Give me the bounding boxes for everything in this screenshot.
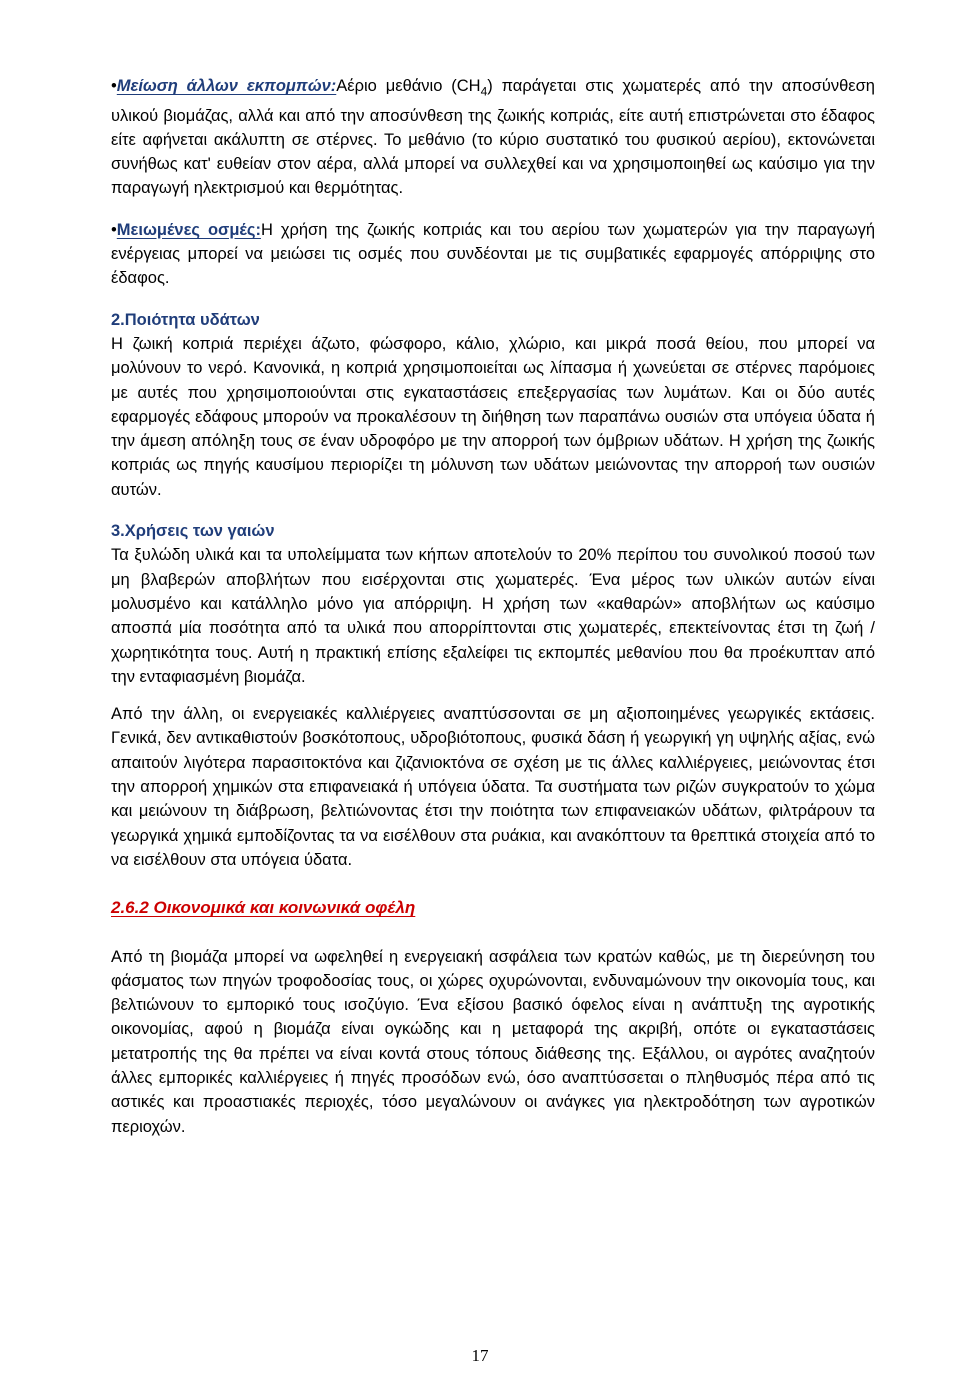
- bullet-odors: [111, 218, 875, 291]
- bullet-odors-text: Η χρήση της ζωικής κοπριάς και του αερίου των χωματερών για την παραγωγή ενέργειας μπορεί να μειώσει τις οσμές που συνδέονται με τις συμβατικές εφαρμογές απόρριψης στο έδαφος.: [111, 220, 875, 288]
- bullet-emissions: [111, 74, 875, 201]
- bullet-icon: •: [111, 220, 117, 239]
- section-economic-social-heading: 2.6.2 Οικονομικά και κοινωνικά οφέλη: [111, 898, 416, 918]
- bullet-emissions-text-a: Αέριο μεθάνιο (CH: [336, 77, 481, 95]
- bullet-odors-heading: Μειωμένες οσμές:: [116, 220, 261, 239]
- section-land-use-heading: 3.Χρήσεις των γαιών: [111, 522, 275, 541]
- section-water-quality-heading: 2.Ποιότητα υδάτων: [111, 310, 260, 329]
- document-body: [111, 74, 875, 1139]
- bullet-emissions-text-b: ) παράγεται στις χωματερές από την αποσύνθεση υλικού βιομάζας, αλλά και από την αποσύνθεση της ζωικής κοπριάς, είτε αυτή επιστρώνεται στο έδαφος είτε αφήνεται ακάλυπτη σε στέρνες. Το μεθάνιο (το κύριο συστατικό του φυσικού αερίου), εκτονώνεται συνήθως κατ' ευθείαν στον αέρα, αλλά μπορεί να συλλεχθεί και να χρησιμοποιηθεί ως καύσιμο για την παραγωγή ηλεκτρισμού και θερμότητας.: [111, 77, 875, 198]
- section-economic-social-text: Από τη βιομάζα μπορεί να ωφεληθεί η ενεργειακή ασφάλεια των κρατών καθώς, με τη διερεύνηση του φάσματος των πηγών τροφοδοσίας τους, οι χώρες οχυρώνονται, ενδυναμώνουν την οικονομία τους, και βελτιώνουν το εμπορικό τους ισοζύγιο. Ένα εξίσου βασικό όφελος είναι η ανάπτυξη της αγροτικής οικονομίας, αφού η βιομάζα είναι ογκώδης και η μεταφορά της ακριβή, οπότε οι εγκαταστάσεις μετατροπής της θα πρέπει να είναι κοντά στους τόπους διάθεσης της. Εξάλλου, οι αγρότες αναζητούν άλλες εμπορικές καλλιέργειες ή πηγές προσόδων ενώ, όσο αναπτύσσεται ο πληθυσμός πέρα από τις αστικές και προαστιακές περιοχές, τόσο μεγαλώνουν οι ανάγκες για ηλεκτροδότηση των αγροτικών περιοχών.: [111, 947, 875, 1136]
- section-land-use-text: Τα ξυλώδη υλικά και τα υπολείμματα των κήπων αποτελούν το 20% περίπου του συνολικού ποσού των μη βλαβερών αποβλήτων που εισέρχονται στις χωματερές. Ένα μέρος των υλικών αυτών είναι μολυσμένο και κατάλληλο μόνο για απόρριψη. Η χρήση των «καθαρών» αποβλήτων ως καύσιμο αποσπά μία ποσότητα από τα υλικά που απορρίπτονται στις χωματερές, επεκτείνοντας έτσι τη ζωή / χωρητικότητα τους. Αυτή η πρακτική επίσης εξαλείφει τις εκπομπές μεθανίου που θα προέκυπταν από την ενταφιασμένη βιομάζα.: [111, 546, 875, 686]
- section-water-quality-text: Η ζωική κοπριά περιέχει άζωτο, φώσφορο, κάλιο, χλώριο, και μικρά ποσά θείου, που μπορεί να μολύνουν το νερό. Κανονικά, η κοπριά χρησιμοποιείται ως λίπασμα ή χωνεύεται σε στέρνες παρόμοιες με αυτές που χρησιμοποιούνται στις εγκαταστάσεις επεξεργασίας των λυμάτων. Και οι δύο αυτές εφαρμογές εδάφους μπορούν να προκαλέσουν τη διήθηση των παραπάνω ουσιών στα υπόγεια ύδατα ή την άμεση απόληξη τους σε έναν υδροφόρο με την απορροή των όμβριων υδάτων. Η χρήση της ζωικής κοπριάς ως πηγής καυσίμου περιορίζει τη μόλυνση των υδάτων μειώνοντας την απορροή των ουσιών αυτών.: [111, 334, 875, 499]
- bullet-emissions-subscript: 4: [480, 84, 488, 99]
- page-number: 17: [471, 1346, 489, 1365]
- bullet-icon: •: [111, 77, 117, 95]
- bullet-emissions-heading: Μείωση άλλων εκπομπών:: [116, 77, 337, 95]
- section-land-use-text-2: Από την άλλη, οι ενεργειακές καλλιέργειες αναπτύσσονται σε μη αξιοποιημένες γεωργικές εκτάσεις. Γενικά, δεν αντικαθιστούν βοσκότοπους, υδροβιότοπους, φυσικά δάση ή γεωργική γη υψηλής αξίας, ενώ απαιτούν λιγότερα παρασιτοκτόνα και ζιζανιοκτόνα σε σχέση με τις άλλες καλλιέργειες, μειώνοντας έτσι την απορροή χημικών στα επιφανειακά ή υπόγεια ύδατα. Τα συστήματα των ριζών συγκρατούν το χώμα και μειώνουν τη διάβρωση, βελτιώνοντας έτσι την ποιότητα των επιφανειακών υδάτων, φιλτράρουν τα γεωργικά χημικά εμποδίζοντας τα να εισέλθουν στα ρυάκια, και ανακόπτουν τα θρεπτικά στοιχεία από το να εισέλθουν στα υπόγεια ύδατα.: [111, 705, 875, 869]
